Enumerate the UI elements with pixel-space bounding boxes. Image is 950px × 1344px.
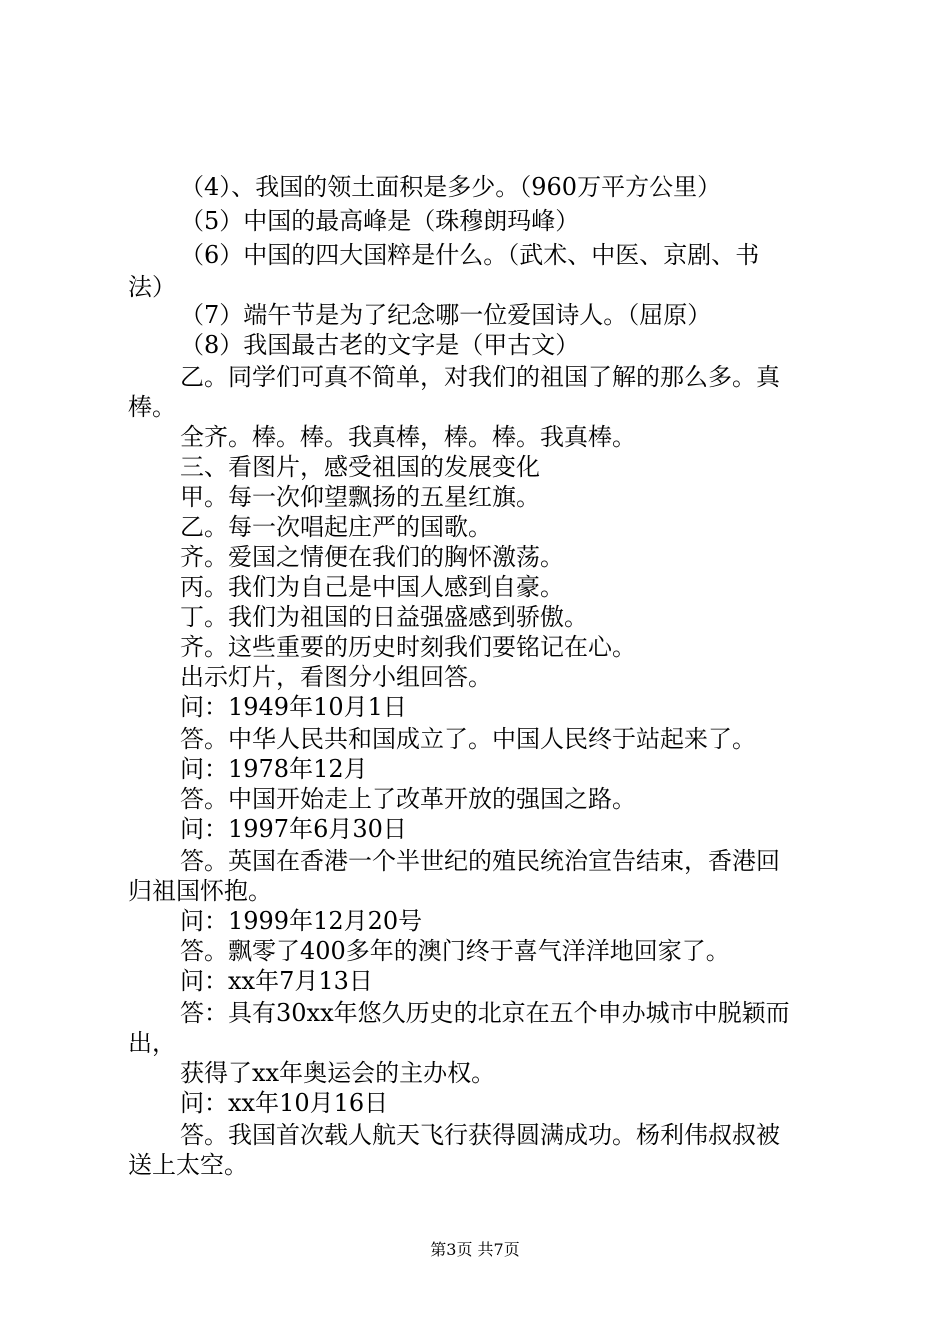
text-line: 棒。 xyxy=(128,393,176,421)
text-line: 甲。每一次仰望飘扬的五星红旗。 xyxy=(180,483,540,511)
text-line: （7）端午节是为了纪念哪一位爱国诗人。（屈原） xyxy=(180,301,712,329)
text-line: 问：1997年6月30日 xyxy=(180,815,407,843)
text-line: 答。中国开始走上了改革开放的强国之路。 xyxy=(180,785,636,813)
text-line: 出示灯片，看图分小组回答。 xyxy=(180,663,492,691)
text-line: 答。中华人民共和国成立了。中国人民终于站起来了。 xyxy=(180,725,756,753)
text-line: 出， xyxy=(128,1029,176,1057)
text-line: 乙。同学们可真不简单，对我们的祖国了解的那么多。真 xyxy=(180,363,780,391)
text-line: 归祖国怀抱。 xyxy=(128,877,272,905)
text-line: 全齐。棒。棒。我真棒，棒。棒。我真棒。 xyxy=(180,423,636,451)
text-line: （8）我国最古老的文字是（甲古文） xyxy=(180,331,580,359)
text-line: 答：具有30xx年悠久历史的北京在五个申办城市中脱颖而 xyxy=(180,999,790,1027)
text-line: （6）中国的四大国粹是什么。（武术、中医、京剧、书 xyxy=(180,241,760,269)
text-line: 问：1999年12月20号 xyxy=(180,907,423,935)
text-line: 问：xx年7月13日 xyxy=(180,967,373,995)
text-line: 获得了xx年奥运会的主办权。 xyxy=(180,1059,496,1087)
text-line: 问：xx年10月16日 xyxy=(180,1089,389,1117)
text-line: 问：1978年12月 xyxy=(180,755,368,783)
text-line: 答。飘零了400多年的澳门终于喜气洋洋地回家了。 xyxy=(180,937,730,965)
text-line: 齐。这些重要的历史时刻我们要铭记在心。 xyxy=(180,633,636,661)
text-line: 法） xyxy=(128,273,176,301)
text-line: 问：1949年10月1日 xyxy=(180,693,407,721)
text-line: 三、看图片，感受祖国的发展变化 xyxy=(180,453,540,481)
text-line: 丁。我们为祖国的日益强盛感到骄傲。 xyxy=(180,603,588,631)
text-line: （5）中国的最高峰是（珠穆朗玛峰） xyxy=(180,207,580,235)
page-footer: 第3页 共7页 xyxy=(430,1240,520,1259)
text-line: 送上太空。 xyxy=(128,1151,248,1179)
text-line: 答。英国在香港一个半世纪的殖民统治宣告结束，香港回 xyxy=(180,847,780,875)
text-line: 齐。爱国之情便在我们的胸怀激荡。 xyxy=(180,543,564,571)
text-line: （4）、我国的领土面积是多少。（960万平方公里） xyxy=(180,173,722,201)
text-line: 乙。每一次唱起庄严的国歌。 xyxy=(180,513,492,541)
text-line: 丙。我们为自己是中国人感到自豪。 xyxy=(180,573,564,601)
text-line: 答。我国首次载人航天飞行获得圆满成功。杨利伟叔叔被 xyxy=(180,1121,780,1149)
